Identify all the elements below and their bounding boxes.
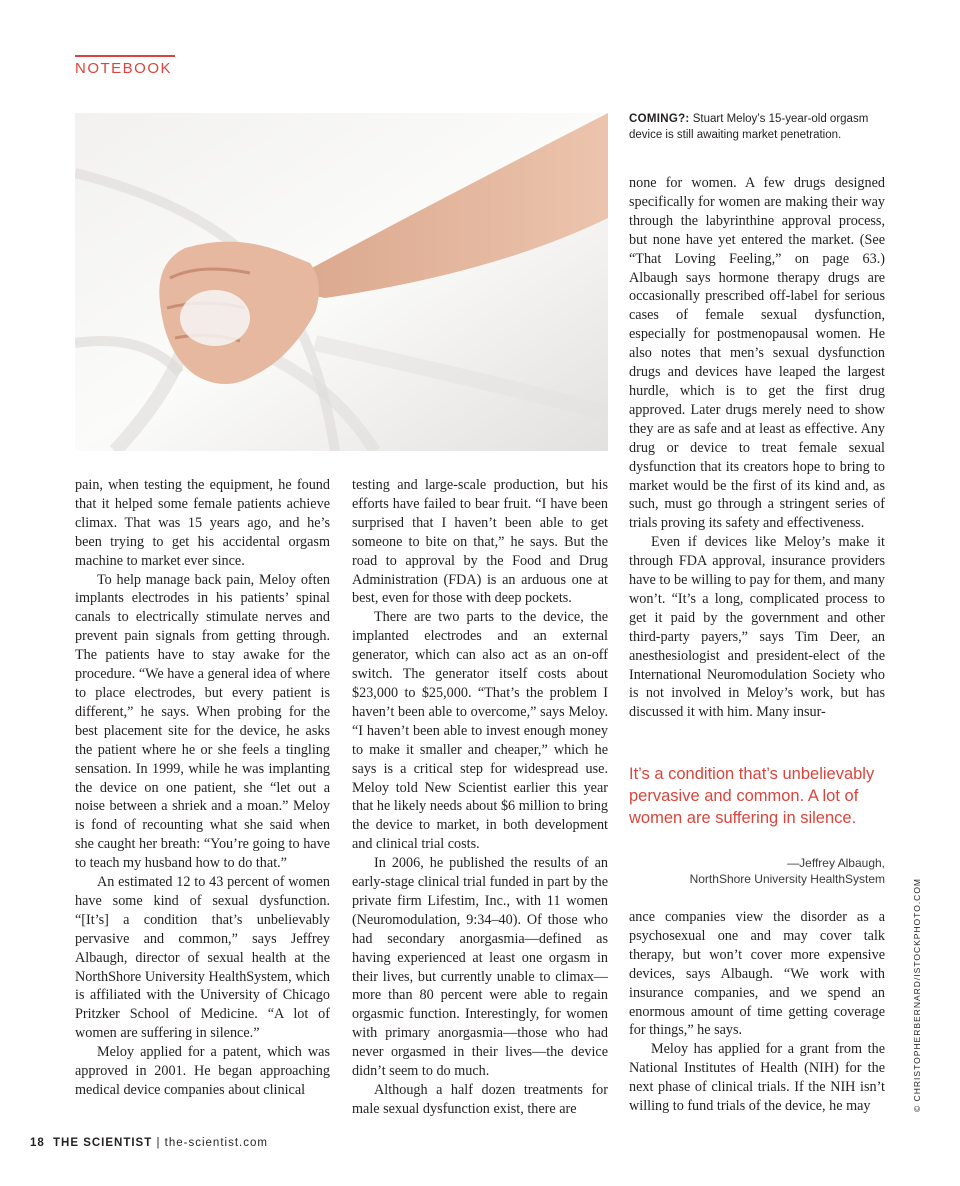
photo-caption — [629, 111, 889, 143]
pull-quote: It’s a condition that’s unbelievably pervasive and common. A lot of women are suffering in silence. — [629, 765, 875, 827]
attribution-name: —Jeffrey Albaugh, — [787, 856, 885, 870]
article-column-2 — [352, 476, 608, 1119]
paragraph: testing and large-scale production, but his efforts have failed to bear fruit. “I have been surprised that I haven’t been able to get someone to bite on that,” he says. But the road to approval by the Food and Drug Administration (FDA) is an arduous one at best, even for those with deep pockets. — [352, 477, 608, 607]
footer-separator: | — [152, 1137, 165, 1149]
caption-lead: COMING?: — [629, 113, 690, 125]
paragraph: Meloy has applied for a grant from the National Institutes of Health (NIH) for the next phase of clinical trials. If the NIH isn’t willing to fund trials of the device, he may — [629, 1041, 885, 1115]
article-column-3-bottom — [629, 908, 885, 1116]
attribution-org: NorthShore University HealthSystem — [689, 872, 885, 886]
page-footer — [30, 1137, 268, 1149]
paragraph: none for women. A few drugs designed specifically for women are making their way through the labyrinthine approval process, but none have yet entered the market. (See “That Loving Feeling,” on page 63.) Albaugh says hormone therapy drugs are occasionally prescribed off-label for serious cases of female sexual dysfunction, especially for postmenopausal women. He also notes that men’s sexual dysfunction drugs and devices have leaped the largest hurdle, which is to get the first drug approved. Later drugs merely need to show they are as safe and at least as effective. Any drug or device to treat female sexual dysfunction that its creators hope to bring to market would be the first of its kind and, as such, must go through a stringent series of trials proving its safety and effectiveness. — [629, 175, 885, 532]
article-photo — [75, 113, 608, 451]
article-column-1 — [75, 476, 330, 1100]
hand-gripping-sheet-image — [75, 113, 608, 451]
paragraph: Meloy applied for a patent, which was approved in 2001. He began approaching medical device companies about clinical — [75, 1044, 330, 1098]
paragraph: To help manage back pain, Meloy often implants electrodes in his patients’ spinal canals to electrically stimulate nerves and prevent pain signals from getting through. The patients have to stay awake for the procedure. “We have a general idea of where to place electrodes, but every patient is different,” he says. When probing for the best placement site for the device, he asks the patient where he or she feels a tingling sensation. In 1999, while he was implanting the device on one patient, she “let out a noise between a shriek and a moan.” Meloy is fond of recounting what she said when she caught her breath: “You’re going to have to teach my husband how to do that.” — [75, 571, 330, 872]
section-label: NOTEBOOK — [75, 60, 173, 77]
photo-credit: © CHRISTOPHERBERNARD/ISTOCKPHOTO.COM — [912, 877, 922, 1112]
paragraph: ance companies view the disorder as a psychosexual one and may cover talk therapy, but won’t cover more expensive devices, says Albaugh. “We work with insurance companies, and we spend an enormous amount of time getting coverage for things,” he says. — [629, 909, 885, 1039]
paragraph: Even if devices like Meloy’s make it through FDA approval, insurance providers have to be willing to pay for them, and many won’t. “It’s a long, complicated process to get it paid by the government and other third-party payers,” says Tim Deer, an anesthesiologist and president-elect of the International Neuromodulation Society who is not involved in Meloy’s work, but has discussed it with him. Many insur- — [629, 534, 885, 721]
paragraph: There are two parts to the device, the implanted electrodes and an external generator, which can also act as an on-off switch. The generator itself costs about $23,000 to $25,000. “That’s the problem I haven’t been able to overcome,” says Meloy. “I haven’t been able to invest enough money to make it smaller and cheaper,” which he says is a critical step for widespread use. Meloy told New Scientist earlier this year that he likely needs about $6 million to bring the device to market, in both development and clinical trial costs. — [352, 609, 608, 853]
paragraph: pain, when testing the equipment, he found that it helped some female patients achieve climax. That was 15 years ago, and he’s been trying to get his accidental orgasm machine to market ever since. — [75, 477, 330, 569]
paragraph: An estimated 12 to 43 percent of women have some kind of sexual dysfunction. “[It’s] a condition that’s unbelievably pervasive and common,” says Jeffrey Albaugh, director of sexual health at the NorthShore University HealthSystem, which is affiliated with the University of Chicago Pritzker School of Medicine. “A lot of women are suffering in silence.” — [75, 874, 330, 1042]
paragraph: In 2006, he published the results of an early-stage clinical trial funded in part by the private firm Lifestim, Inc., with 11 women (Neuromodulation, 9:34–40). Of those who had secondary anorgasmia—defined as having experienced at least one orgasm in their lives, but currently unable to climax—more than 80 percent were able to regain orgasmic function. Interestingly, for women with primary anorgasmia—those who had never orgasmed in their lives—the device didn’t seem to do much. — [352, 855, 608, 1080]
page-number: 18 — [30, 1137, 45, 1149]
caption-text: Stuart Meloy’s 15-year-old orgasm device is still awaiting market penetration. — [629, 113, 869, 141]
section-rule — [75, 55, 175, 57]
article-column-3-top — [629, 174, 885, 722]
publication-name: THE SCIENTIST — [53, 1137, 153, 1149]
pull-quote-attribution — [629, 855, 885, 887]
website-url: the-scientist.com — [164, 1137, 268, 1149]
paragraph: Although a half dozen treatments for male sexual dysfunction exist, there are — [352, 1082, 608, 1117]
